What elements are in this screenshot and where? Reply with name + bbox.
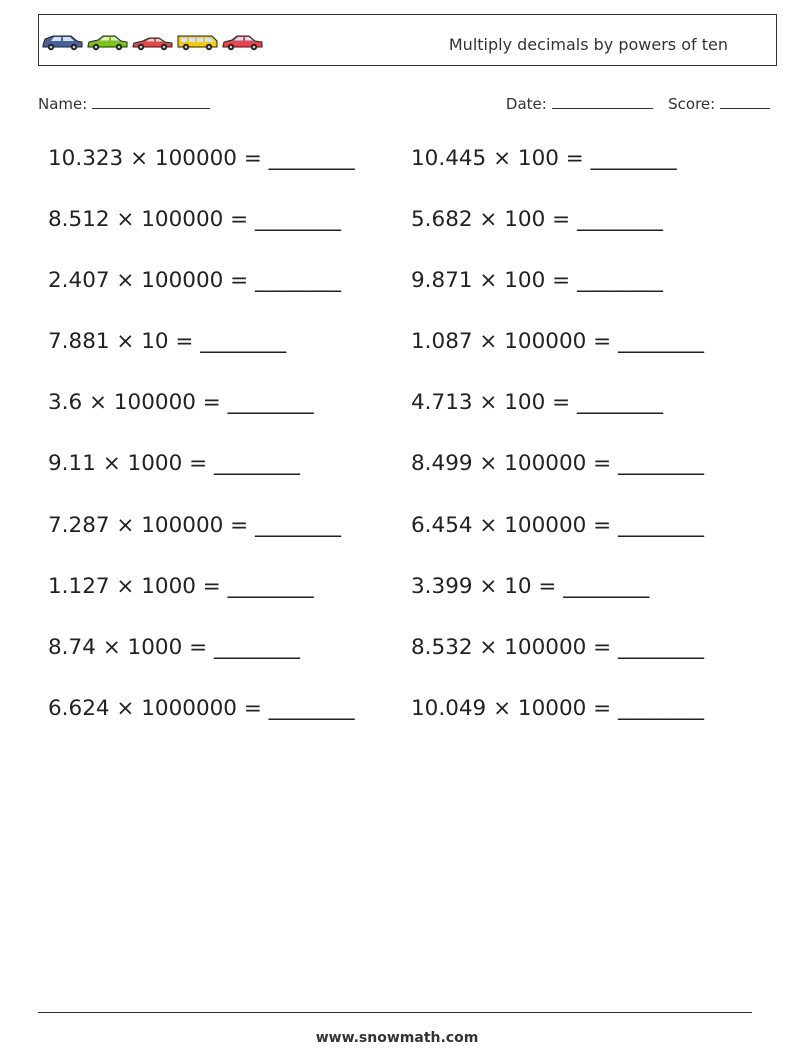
name-label: Name: — [38, 95, 88, 113]
problem-row — [48, 205, 768, 266]
problem-item: 9.871 × 100 = ________ — [411, 268, 663, 294]
problem-item: 9.11 × 1000 = ________ — [48, 451, 300, 477]
problem-item: 6.454 × 100000 = ________ — [411, 512, 704, 538]
car-icons — [41, 31, 264, 53]
problem-item: 1.127 × 1000 = ________ — [48, 573, 314, 599]
problem-row — [48, 266, 768, 327]
problem-item: 1.087 × 100000 = ________ — [411, 329, 704, 355]
problem-row — [48, 572, 768, 633]
problem-row — [48, 327, 768, 388]
worksheet-header — [38, 14, 777, 66]
problem-item: 3.399 × 10 = ________ — [411, 573, 650, 599]
problem-item: 10.445 × 100 = ________ — [411, 146, 677, 171]
problem-item: 5.682 × 100 = ________ — [411, 207, 663, 233]
problem-item: 10.049 × 10000 = ________ — [411, 695, 704, 721]
problem-item: 2.407 × 100000 = ________ — [48, 268, 341, 294]
car-icon — [41, 31, 84, 53]
date-score-fields — [506, 94, 770, 113]
problem-row — [48, 144, 768, 205]
name-field — [38, 94, 210, 113]
problem-item: 4.713 × 100 = ________ — [411, 390, 663, 416]
problem-row — [48, 388, 768, 449]
problem-item: 7.881 × 10 = ________ — [48, 329, 287, 355]
problem-item: 10.323 × 100000 = ________ — [48, 146, 355, 171]
footer-divider — [38, 1012, 752, 1013]
problem-item: 8.512 × 100000 = ________ — [48, 207, 341, 233]
name-blank[interactable] — [92, 94, 210, 109]
problem-item: 8.74 × 1000 = ________ — [48, 634, 300, 660]
problem-item: 8.499 × 100000 = ________ — [411, 451, 704, 477]
score-blank[interactable] — [720, 94, 770, 109]
problem-grid — [48, 144, 768, 755]
date-label: Date: — [505, 95, 547, 113]
score-label: Score: — [668, 95, 716, 113]
car-icon — [131, 31, 174, 53]
problem-row — [48, 694, 768, 755]
footer-url: www.snowmath.com — [315, 1030, 479, 1046]
problem-row — [48, 511, 768, 572]
date-blank[interactable] — [552, 94, 653, 109]
problem-row — [48, 633, 768, 694]
worksheet-title: Multiply decimals by powers of ten — [448, 35, 728, 54]
problem-item: 8.532 × 100000 = ________ — [411, 634, 704, 660]
car-icon — [86, 31, 129, 53]
problem-item: 3.6 × 100000 = ________ — [48, 390, 314, 416]
problem-row — [48, 449, 768, 510]
car-icon — [221, 31, 264, 53]
van-icon — [176, 31, 219, 53]
problem-item: 7.287 × 100000 = ________ — [48, 512, 341, 538]
problem-item: 6.624 × 1000000 = ________ — [48, 695, 355, 721]
